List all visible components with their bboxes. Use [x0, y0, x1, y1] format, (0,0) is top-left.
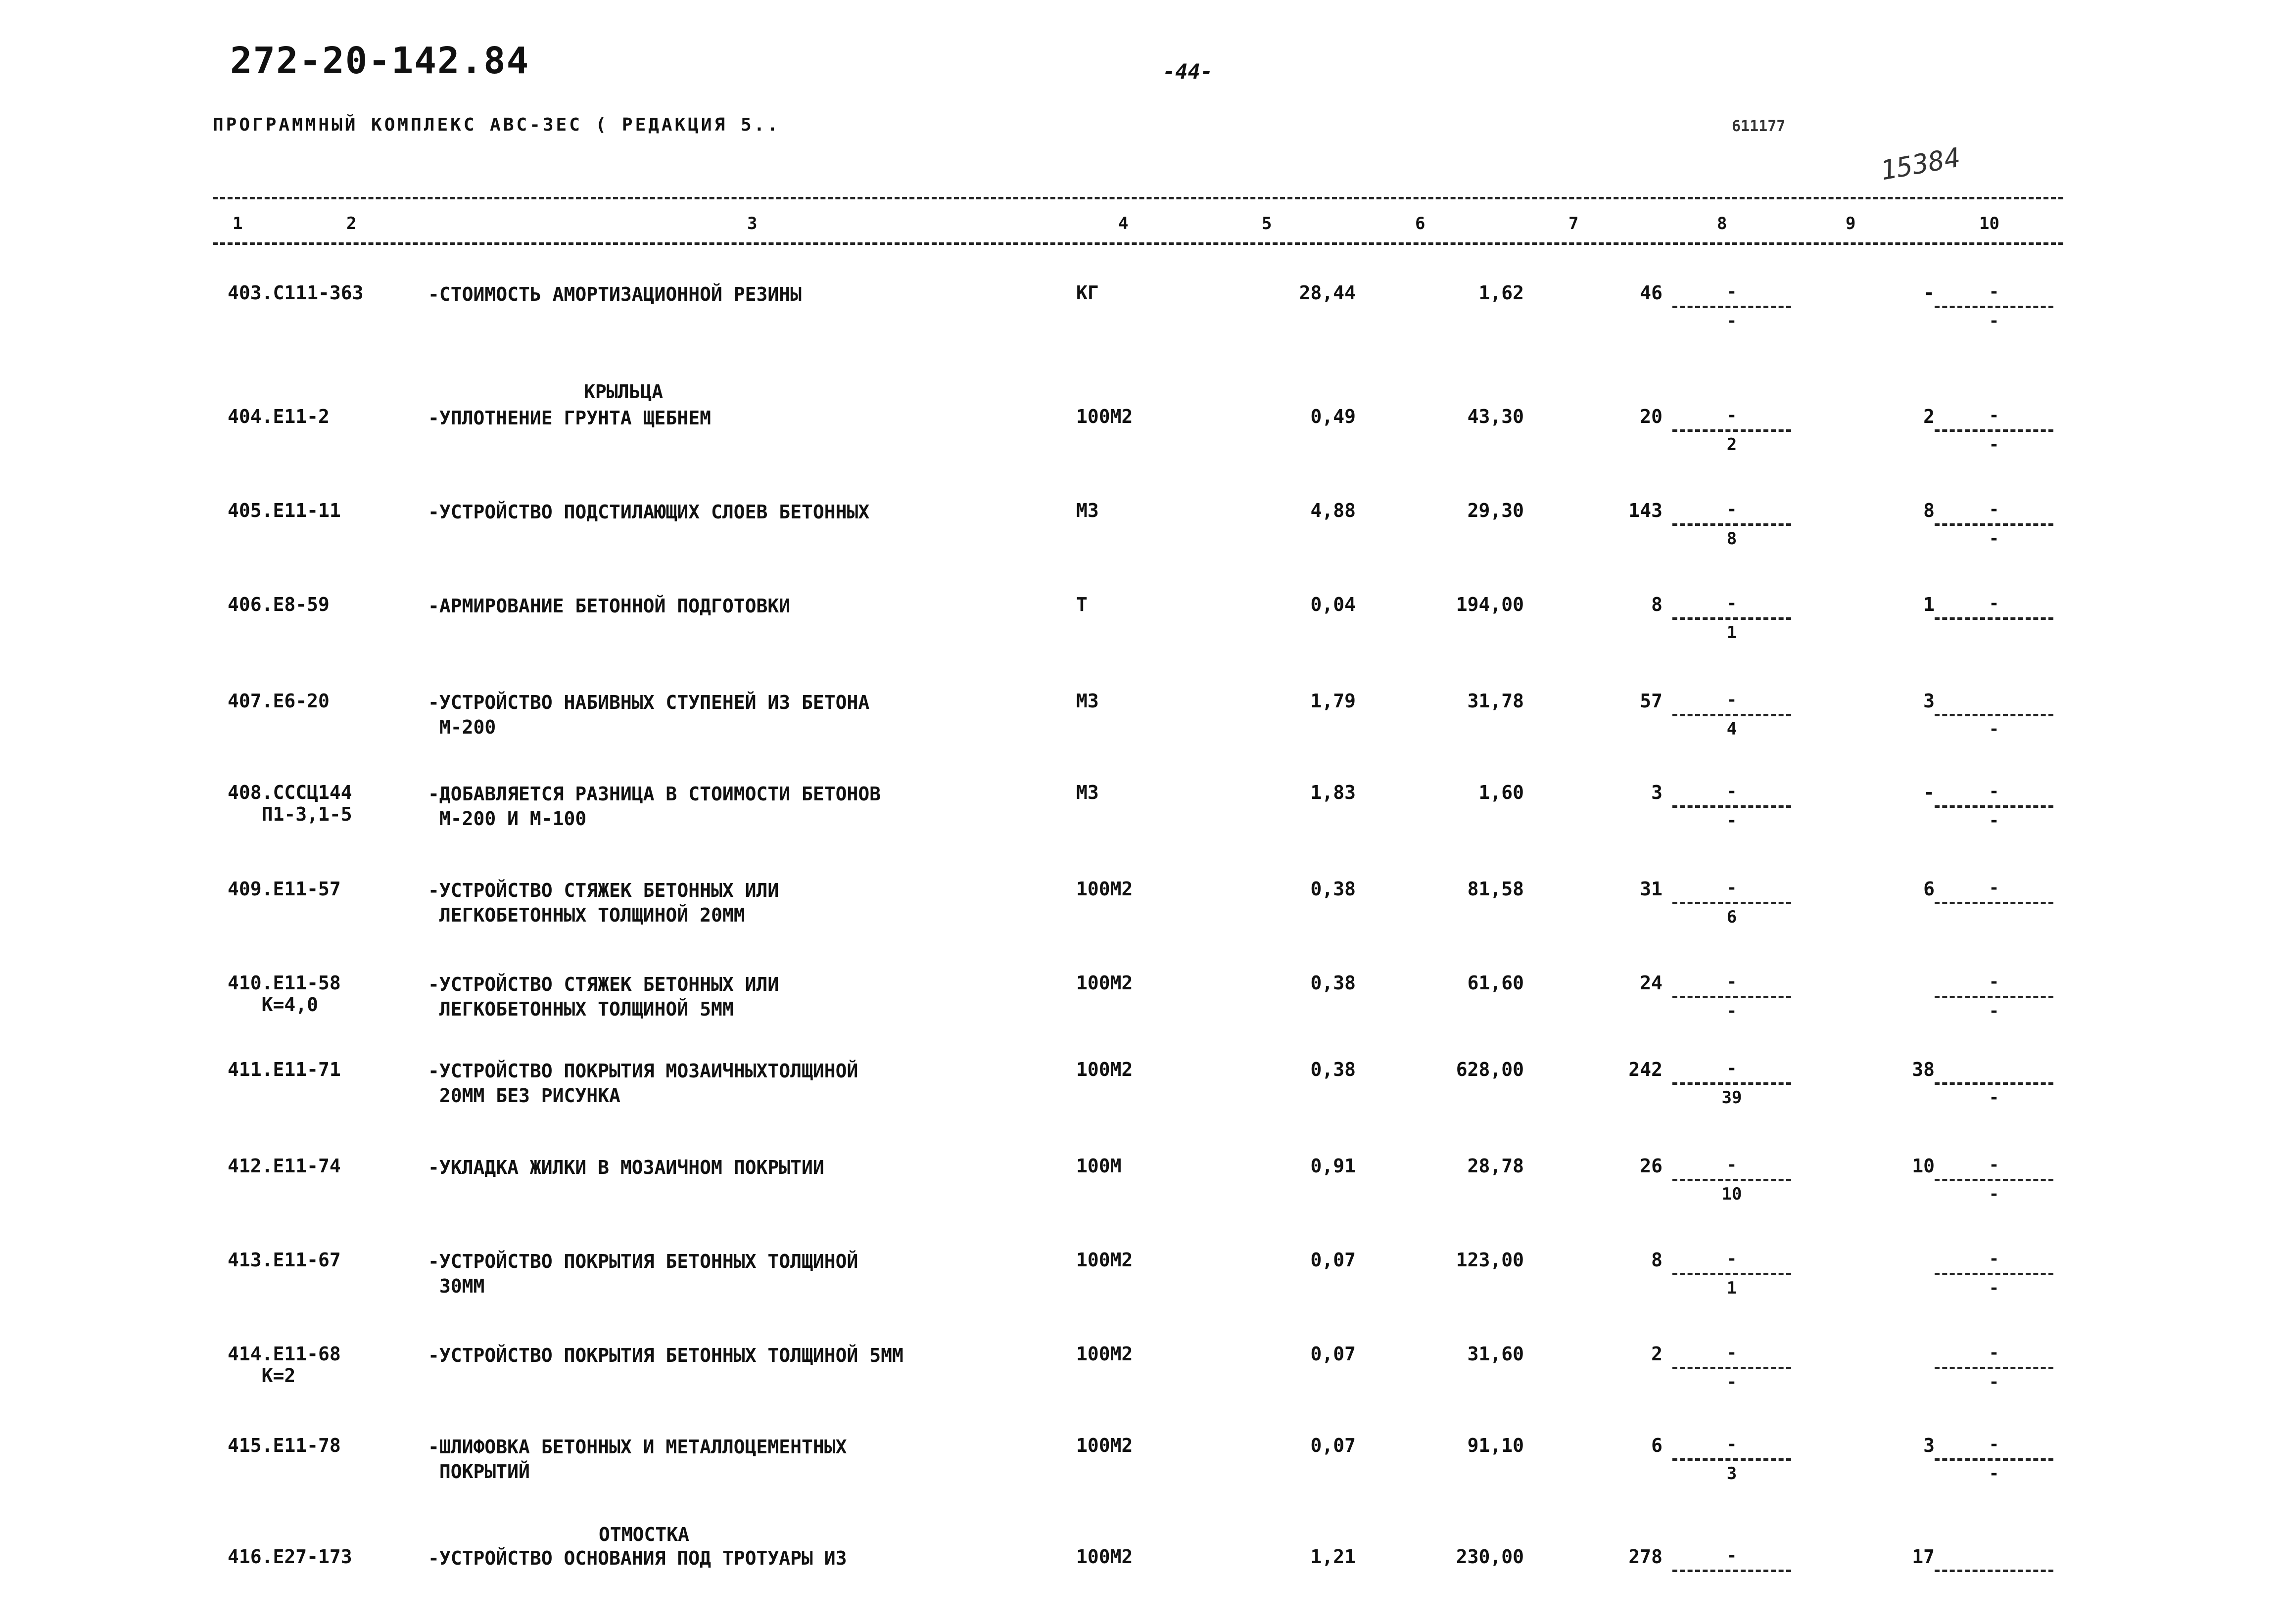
row-description: -АРМИРОВАНИЕ БЕТОННОЙ ПОДГОТОВКИ [428, 595, 791, 617]
row-unit-price: 43,30 [1467, 406, 1524, 427]
fraction-rule [1672, 429, 1791, 432]
row-unit-price: 81,58 [1467, 878, 1524, 900]
fraction-denominator: - [1726, 1372, 1737, 1392]
row-unit-price: 1,62 [1478, 282, 1524, 304]
row-col8-fraction [1672, 972, 1791, 1021]
row-quantity: 0,07 [1310, 1343, 1356, 1365]
row-total: 242 [1628, 1059, 1662, 1080]
row-quantity: 1,83 [1310, 782, 1356, 803]
fraction-numerator: - [1989, 878, 1999, 898]
row-unit: М3 [1076, 690, 1099, 712]
row-total: 57 [1640, 690, 1662, 712]
row-description: -УПЛОТНЕНИЕ ГРУНТА ЩЕБНЕМ [428, 407, 711, 429]
row-col10-fraction [1935, 594, 2053, 643]
row-unit-price: 123,00 [1456, 1249, 1524, 1271]
row-code: 415.Е11-78 [228, 1435, 341, 1456]
fraction-numerator: - [1989, 1435, 1999, 1454]
document-number: 272-20-142.84 [230, 40, 530, 82]
fraction-numerator: - [1989, 594, 1999, 613]
row-col8-fraction [1672, 1249, 1791, 1298]
column-header: 10 [1979, 214, 1999, 233]
column-header: 8 [1717, 214, 1727, 233]
fraction-denominator: - [1989, 1088, 1999, 1108]
row-unit: 100М2 [1076, 1343, 1133, 1365]
row-total: 8 [1651, 594, 1662, 615]
fraction-numerator: - [1726, 1249, 1737, 1269]
fraction-rule [1672, 1082, 1791, 1085]
row-quantity: 0,38 [1310, 972, 1356, 994]
row-unit-price: 230,00 [1456, 1546, 1524, 1568]
fraction-rule [1672, 714, 1791, 716]
row-code: 408.СССЦ144 П1-3,1-5 [228, 782, 352, 825]
fraction-numerator: - [1989, 500, 1999, 519]
fraction-denominator [1935, 623, 2053, 643]
row-unit: 100М2 [1076, 1435, 1133, 1456]
fraction-rule [1935, 429, 2053, 432]
fraction-numerator: - [1989, 1343, 1999, 1363]
row-col10-fraction [1935, 1546, 2053, 1595]
row-description: -ДОБАВЛЯЕТСЯ РАЗНИЦА В СТОИМОСТИ БЕТОНОВ [428, 783, 881, 805]
row-unit: 100М2 [1076, 406, 1133, 427]
fraction-numerator: - [1726, 1435, 1737, 1454]
fraction-denominator: 39 [1721, 1088, 1742, 1108]
fraction-rule [1672, 902, 1791, 904]
table-top-rule [213, 197, 2063, 199]
fraction-numerator: - [1726, 406, 1737, 425]
row-col10-fraction [1935, 406, 2053, 455]
row-col9: 3 [1923, 1435, 1935, 1456]
fraction-numerator: - [1726, 1059, 1737, 1078]
fraction-rule [1672, 523, 1791, 526]
fraction-numerator: - [1989, 406, 1999, 425]
row-total: 143 [1628, 500, 1662, 521]
fraction-numerator: - [1989, 1249, 1999, 1269]
table-header-rule [213, 242, 2063, 245]
row-code: 411.Е11-71 [228, 1059, 341, 1080]
row-quantity: 4,88 [1310, 500, 1356, 521]
fraction-denominator [1935, 907, 2053, 927]
row-total: 26 [1640, 1155, 1662, 1177]
fraction-denominator: 4 [1726, 719, 1737, 739]
fraction-denominator: - [1989, 719, 1999, 739]
fraction-rule [1672, 1179, 1791, 1181]
row-unit-price: 31,78 [1467, 690, 1524, 712]
fraction-denominator: - [1989, 1278, 1999, 1298]
row-unit: 100М2 [1076, 972, 1133, 994]
row-quantity: 0,07 [1310, 1249, 1356, 1271]
row-quantity: 0,07 [1310, 1435, 1356, 1456]
row-description: -УСТРОЙСТВО ПОДСТИЛАЮЩИХ СЛОЕВ БЕТОННЫХ [428, 501, 870, 523]
fraction-denominator: - [1989, 435, 1999, 455]
row-total: 31 [1640, 878, 1662, 900]
program-header: ПРОГРАММНЫЙ КОМПЛЕКС АВС-3ЕС ( РЕДАКЦИЯ 5.. [213, 115, 780, 135]
fraction-rule [1935, 1570, 2053, 1572]
row-description: М-200 И М-100 [428, 808, 587, 830]
fraction-rule [1935, 306, 2053, 308]
fraction-numerator: - [1726, 282, 1737, 302]
stamp-code: 611177 [1732, 118, 1786, 135]
row-description: -ШЛИФОВКА БЕТОННЫХ И МЕТАЛЛОЦЕМЕНТНЫХ [428, 1436, 847, 1458]
fraction-numerator: - [1726, 1546, 1737, 1566]
row-quantity: 1,21 [1310, 1546, 1356, 1568]
fraction-rule [1935, 996, 2053, 998]
row-quantity: 0,49 [1310, 406, 1356, 427]
fraction-rule [1935, 523, 2053, 526]
row-unit-price: 1,60 [1478, 782, 1524, 803]
row-col8-fraction [1672, 1343, 1791, 1392]
fraction-rule [1672, 1570, 1791, 1572]
row-total: 20 [1640, 406, 1662, 427]
row-col8-fraction [1672, 1155, 1791, 1204]
fraction-denominator: - [1989, 1372, 1999, 1392]
row-code: 403.С111-363 [228, 282, 364, 304]
fraction-rule [1672, 1273, 1791, 1275]
row-col9: 2 [1923, 406, 1935, 427]
row-unit: 100М2 [1076, 1059, 1133, 1080]
row-code: 410.Е11-58 К=4,0 [228, 972, 341, 1016]
handwritten-note: 15384 [1878, 141, 1963, 186]
row-col8-fraction [1672, 1435, 1791, 1484]
fraction-rule [1935, 902, 2053, 904]
fraction-denominator: - [1989, 1464, 1999, 1484]
fraction-rule [1672, 996, 1791, 998]
fraction-rule [1935, 714, 2053, 716]
row-unit-price: 628,00 [1456, 1059, 1524, 1080]
fraction-rule [1672, 805, 1791, 808]
row-col10-fraction [1935, 878, 2053, 927]
row-col8-fraction [1672, 690, 1791, 739]
fraction-numerator: - [1726, 594, 1737, 613]
row-col10-fraction [1935, 972, 2053, 1021]
fraction-numerator [1935, 690, 2053, 710]
fraction-rule [1672, 1367, 1791, 1369]
column-header: 4 [1118, 214, 1129, 233]
row-unit: Т [1076, 594, 1088, 615]
row-col9: 38 [1912, 1059, 1935, 1080]
row-description: -УСТРОЙСТВО ПОКРЫТИЯ МОЗАИЧНЫХТОЛЩИНОЙ [428, 1060, 858, 1082]
fraction-rule [1935, 617, 2053, 620]
row-code: 407.Е6-20 [228, 690, 330, 712]
row-description: 20ММ БЕЗ РИСУНКА [428, 1085, 620, 1107]
row-code: 412.Е11-74 [228, 1155, 341, 1177]
row-col10-fraction [1935, 282, 2053, 331]
fraction-numerator: - [1726, 690, 1737, 710]
row-col8-fraction [1672, 878, 1791, 927]
row-col9: 6 [1923, 878, 1935, 900]
fraction-denominator: - [1989, 1184, 1999, 1204]
row-quantity: 0,38 [1310, 1059, 1356, 1080]
row-description: -УСТРОЙСТВО НАБИВНЫХ СТУПЕНЕЙ ИЗ БЕТОНА [428, 692, 870, 713]
row-col9: - [1923, 782, 1935, 803]
row-total: 2 [1651, 1343, 1662, 1365]
fraction-rule [1672, 617, 1791, 620]
row-description: -УСТРОЙСТВО ПОКРЫТИЯ БЕТОННЫХ ТОЛЩИНОЙ 5ММ [428, 1345, 903, 1366]
row-col8-fraction [1672, 1059, 1791, 1108]
row-description: -УСТРОЙСТВО ОСНОВАНИЯ ПОД ТРОТУАРЫ ИЗ [428, 1547, 847, 1569]
row-col10-fraction [1935, 1249, 2053, 1298]
row-col10-fraction [1935, 1059, 2053, 1108]
fraction-rule [1935, 1082, 2053, 1085]
row-unit: 100М [1076, 1155, 1122, 1177]
row-col9: 1 [1923, 594, 1935, 615]
fraction-rule [1935, 1458, 2053, 1461]
row-unit: КГ [1076, 282, 1099, 304]
column-header: 3 [747, 214, 758, 233]
row-description: ЛЕГКОБЕТОННЫХ ТОЛЩИНОЙ 5ММ [428, 998, 734, 1020]
row-total: 8 [1651, 1249, 1662, 1271]
row-code: 409.Е11-57 [228, 878, 341, 900]
row-col8-fraction [1672, 594, 1791, 643]
column-header: 7 [1568, 214, 1579, 233]
fraction-denominator: - [1989, 311, 1999, 331]
fraction-rule [1935, 1273, 2053, 1275]
fraction-denominator: - [1989, 1001, 1999, 1021]
fraction-numerator [1935, 1546, 2053, 1566]
page-number: -44- [1163, 59, 1213, 84]
row-code: 414.Е11-68 К=2 [228, 1343, 341, 1387]
column-header: 9 [1846, 214, 1856, 233]
fraction-denominator [1672, 1575, 1791, 1595]
column-header: 6 [1415, 214, 1425, 233]
row-code: 413.Е11-67 [228, 1249, 341, 1271]
row-col9: 8 [1923, 500, 1935, 521]
fraction-denominator: 2 [1726, 435, 1737, 455]
row-col10-fraction [1935, 500, 2053, 549]
fraction-rule [1672, 1458, 1791, 1461]
row-unit-price: 29,30 [1467, 500, 1524, 521]
fraction-numerator: - [1726, 972, 1737, 992]
row-quantity: 0,91 [1310, 1155, 1356, 1177]
fraction-denominator: 8 [1726, 529, 1737, 549]
row-description: 30ММ [428, 1275, 485, 1297]
section-heading: ОТМОСТКА [599, 1524, 690, 1545]
fraction-numerator: - [1989, 782, 1999, 801]
row-total: 24 [1640, 972, 1662, 994]
row-col10-fraction [1935, 782, 2053, 831]
fraction-numerator: - [1726, 1155, 1737, 1175]
row-description: -СТОИМОСТЬ АМОРТИЗАЦИОННОЙ РЕЗИНЫ [428, 283, 802, 305]
row-unit: М3 [1076, 782, 1099, 803]
fraction-rule [1935, 1367, 2053, 1369]
row-unit-price: 91,10 [1467, 1435, 1524, 1456]
fraction-denominator: 1 [1726, 1278, 1737, 1298]
row-unit: М3 [1076, 500, 1099, 521]
fraction-numerator: - [1989, 1155, 1999, 1175]
row-unit: 100М2 [1076, 1546, 1133, 1568]
row-quantity: 28,44 [1299, 282, 1356, 304]
row-description: ПОКРЫТИЙ [428, 1461, 530, 1483]
row-col9: 3 [1923, 690, 1935, 712]
row-unit: 100М2 [1076, 878, 1133, 900]
row-col10-fraction [1935, 690, 2053, 739]
fraction-denominator: - [1726, 1001, 1737, 1021]
row-col10-fraction [1935, 1435, 2053, 1484]
fraction-denominator: 3 [1726, 1464, 1737, 1484]
fraction-numerator: - [1726, 782, 1737, 801]
row-total: 6 [1651, 1435, 1662, 1456]
row-code: 406.Е8-59 [228, 594, 330, 615]
row-unit: 100М2 [1076, 1249, 1133, 1271]
row-description: -УСТРОЙСТВО СТЯЖЕК БЕТОННЫХ ИЛИ [428, 880, 779, 901]
fraction-numerator [1935, 1059, 2053, 1078]
row-description: -УСТРОЙСТВО ПОКРЫТИЯ БЕТОННЫХ ТОЛЩИНОЙ [428, 1251, 858, 1272]
fraction-denominator [1935, 1575, 2053, 1595]
fraction-denominator: 6 [1726, 907, 1737, 927]
fraction-denominator: - [1726, 811, 1737, 831]
fraction-denominator: 1 [1726, 623, 1737, 643]
row-unit-price: 31,60 [1467, 1343, 1524, 1365]
row-description: ЛЕГКОБЕТОННЫХ ТОЛЩИНОЙ 20ММ [428, 904, 745, 926]
row-unit-price: 61,60 [1467, 972, 1524, 994]
column-header: 1 [233, 214, 243, 233]
fraction-numerator: - [1726, 1343, 1737, 1363]
column-header: 2 [346, 214, 357, 233]
row-quantity: 1,79 [1310, 690, 1356, 712]
fraction-denominator: - [1989, 811, 1999, 831]
row-code: 404.Е11-2 [228, 406, 330, 427]
fraction-denominator: 10 [1721, 1184, 1742, 1204]
row-col9: 10 [1912, 1155, 1935, 1177]
row-total: 46 [1640, 282, 1662, 304]
column-header: 5 [1262, 214, 1272, 233]
row-quantity: 0,04 [1310, 594, 1356, 615]
fraction-rule [1935, 805, 2053, 808]
row-unit-price: 194,00 [1456, 594, 1524, 615]
row-col10-fraction [1935, 1343, 2053, 1392]
row-col8-fraction [1672, 1546, 1791, 1595]
row-col10-fraction [1935, 1155, 2053, 1204]
fraction-numerator: - [1726, 500, 1737, 519]
row-code: 405.Е11-11 [228, 500, 341, 521]
row-unit-price: 28,78 [1467, 1155, 1524, 1177]
row-total: 3 [1651, 782, 1662, 803]
row-total: 278 [1628, 1546, 1662, 1568]
row-description: М-200 [428, 716, 496, 738]
fraction-numerator: - [1989, 972, 1999, 992]
fraction-rule [1935, 1179, 2053, 1181]
row-code: 416.Е27-173 [228, 1546, 352, 1568]
row-col8-fraction [1672, 500, 1791, 549]
row-description: -УКЛАДКА ЖИЛКИ В МОЗАИЧНОМ ПОКРЫТИИ [428, 1157, 824, 1178]
row-description: -УСТРОЙСТВО СТЯЖЕК БЕТОННЫХ ИЛИ [428, 974, 779, 995]
row-quantity: 0,38 [1310, 878, 1356, 900]
section-heading: КРЫЛЬЦА [584, 381, 664, 403]
fraction-numerator: - [1726, 878, 1737, 898]
fraction-numerator: - [1989, 282, 1999, 302]
row-col8-fraction [1672, 782, 1791, 831]
fraction-denominator: - [1726, 311, 1737, 331]
fraction-denominator: - [1989, 529, 1999, 549]
row-col9: - [1923, 282, 1935, 304]
row-col8-fraction [1672, 406, 1791, 455]
row-col8-fraction [1672, 282, 1791, 331]
row-col9: 17 [1912, 1546, 1935, 1568]
fraction-rule [1672, 306, 1791, 308]
